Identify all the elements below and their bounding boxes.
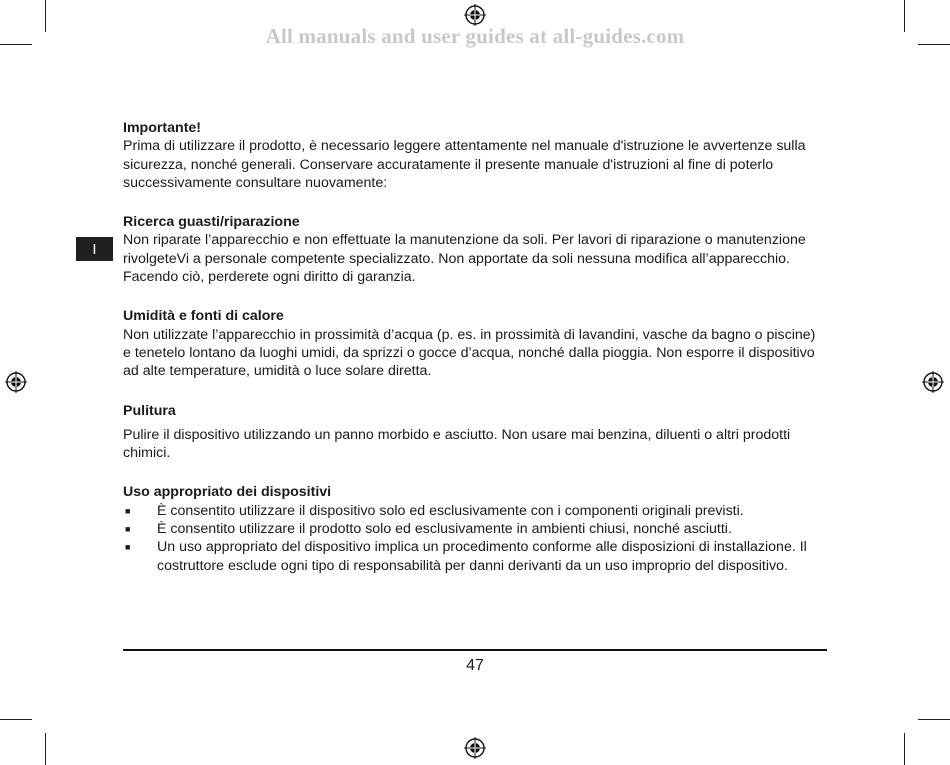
section-humidity — [123, 307, 827, 380]
section-repair — [123, 213, 827, 286]
list-item-text: Un uso appropriato del dispositivo implica un procedimento conforme alle disposizioni di installazione. Il costruttore esclude ogni tipo di responsabilità per danni derivanti da un uso improprio del dispositivo. — [157, 539, 807, 574]
crop-mark-bottom-left-horizontal — [0, 719, 32, 720]
crop-mark-bottom-left-vertical — [45, 733, 46, 765]
footer-rule — [123, 649, 827, 651]
bullet-list — [123, 502, 827, 575]
section-text: Pulire il dispositivo utilizzando un panno morbido e asciutto. Non usare mai benzina, diluenti o altri prodotti chimici. — [123, 426, 791, 462]
crop-mark-bottom-right-vertical — [904, 733, 905, 765]
section-text: Non utilizzate l’apparecchio in prossimità d’acqua (p. es. in prossimità di lavandini, vasche da bagno o piscine) e tenetelo lontano da luoghi umidi, da sprizzi o gocce d’acqua, nonché dalla pioggia. Non esporre il dispositivo ad alte temperature, umidità o luce solare diretta. — [123, 326, 816, 380]
page-number: 47 — [466, 657, 484, 674]
language-tab: I — [76, 237, 113, 261]
section-text: Prima di utilizzare il prodotto, è necessario leggere attentamente nel manuale d'istruzione le avvertenze sulla sicurezza, nonché generali. Conservare accuratamente il presente manuale d'istruzioni al fine di poterlo successivamente consultare nuovamente: — [123, 138, 806, 191]
list-item — [123, 502, 827, 520]
section-title: Pulitura — [123, 402, 176, 419]
registration-mark-icon — [464, 737, 486, 759]
section-text: Non riparate l’apparecchio e non effettuate la manutenzione da soli. Per lavori di riparazione o manutenzione rivolgeteVi a personale competente specializzato. Non apportate da soli nessuna modifica all’apparecchio. Facendo ciò, perderete ogni diritto di garanzia. — [123, 232, 806, 286]
registration-mark-icon — [922, 371, 944, 393]
section-title: Ricerca guasti/riparazione — [123, 214, 300, 231]
bullet-icon: ■ — [125, 542, 131, 553]
section-title: Umidità e fonti di calore — [123, 308, 284, 325]
crop-mark-bottom-right-horizontal — [918, 719, 950, 720]
section-proper-use — [123, 483, 827, 574]
bullet-icon: ■ — [125, 524, 131, 535]
document-body — [123, 119, 827, 596]
list-item — [123, 538, 827, 575]
section-cleaning — [123, 402, 827, 463]
list-item-text: È consentito utilizzare il dispositivo solo ed esclusivamente con i componenti originali previsti. — [157, 502, 744, 519]
registration-mark-icon — [464, 4, 486, 26]
section-important — [123, 119, 827, 192]
list-item — [123, 520, 827, 538]
bullet-icon: ■ — [125, 505, 131, 516]
registration-mark-icon — [5, 371, 27, 393]
list-item-text: È consentito utilizzare il prodotto solo ed esclusivamente in ambienti chiusi, nonché asciutti. — [157, 521, 732, 538]
watermark: All manuals and user guides at all-guides.com — [265, 24, 685, 48]
section-title: Importante! — [123, 120, 202, 136]
section-title: Uso appropriato dei dispositivi — [123, 484, 332, 501]
